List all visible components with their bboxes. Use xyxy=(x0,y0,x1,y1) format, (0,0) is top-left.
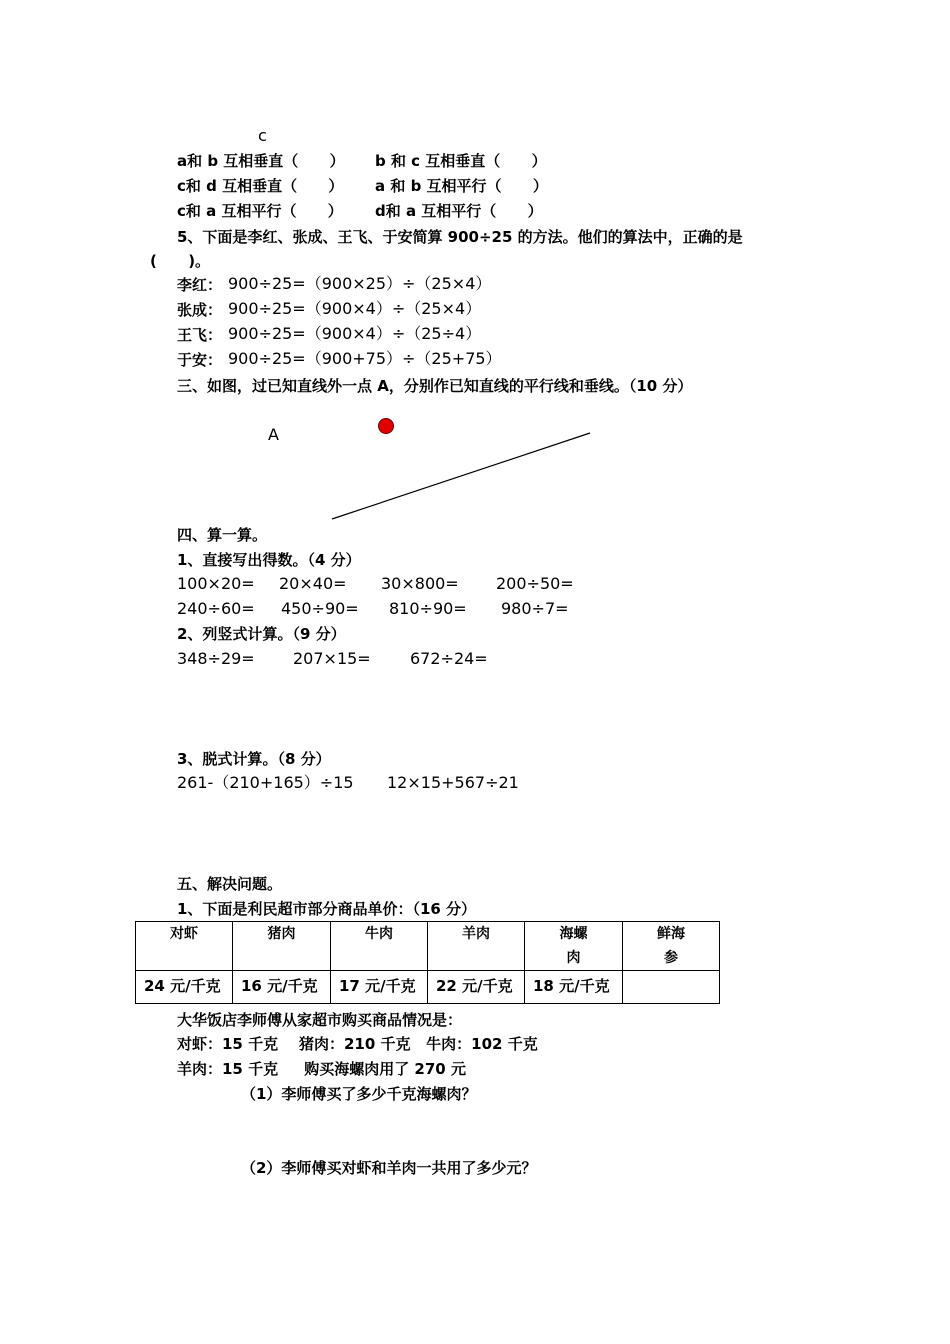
stepwise-calc-item: 12×15+567÷21 xyxy=(387,773,519,792)
table-cell: 17 元/千克 xyxy=(331,971,428,1004)
table-header-cell: 鲜海 参 xyxy=(623,922,720,971)
price-table xyxy=(135,921,720,1004)
table-header-cell: 猪肉 xyxy=(233,922,331,971)
purchase-line: 羊肉：15 千克 购买海螺肉用了 270 元 xyxy=(177,1060,466,1078)
section4-sub1-title: 1、直接写出得数。（4 分） xyxy=(177,551,361,569)
mental-math-item: 30×800= xyxy=(381,574,459,593)
q4-item: d和 a 互相平行（ ） xyxy=(375,202,543,220)
vertical-calc-item: 348÷29= xyxy=(177,649,255,668)
given-line xyxy=(332,433,590,519)
table-header-cell: 牛肉 xyxy=(331,922,428,971)
stepwise-calc-item: 261-（210+165）÷15 xyxy=(177,773,354,792)
q5-method-expr: 900÷25=（900×4）÷（25×4） xyxy=(228,299,482,318)
table-cell: 22 元/千克 xyxy=(428,971,525,1004)
question-2: （2）李师傅买对虾和羊肉一共用了多少元？ xyxy=(241,1159,537,1177)
table-cell: 18 元/千克 xyxy=(525,971,623,1004)
q5-answer-blank: ( )。 xyxy=(150,252,211,270)
q4-item: c和 a 互相平行（ ） xyxy=(177,202,343,220)
mental-math-item: 240÷60= xyxy=(177,599,255,618)
table-header-cell: 对虾 xyxy=(136,922,233,971)
q4-item: a和 b 互相垂直（ ） xyxy=(177,152,345,170)
table-cell: 16 元/千克 xyxy=(233,971,331,1004)
price-table-header-row xyxy=(136,922,720,971)
mental-math-item: 980÷7= xyxy=(501,599,569,618)
mental-math-item: 450÷90= xyxy=(281,599,359,618)
question-1: （1）李师傅买了多少千克海螺肉？ xyxy=(241,1085,477,1103)
purchase-line: 对虾：15 千克 猪肉：210 千克 牛肉：102 千克 xyxy=(177,1035,538,1053)
q5-question: 5、下面是李红、张成、王飞、于安简算 900÷25 的方法。他们的算法中，正确的是 xyxy=(177,228,743,246)
q5-method-name: 王飞： xyxy=(177,326,223,344)
mental-math-item: 810÷90= xyxy=(389,599,467,618)
table-cell: 24 元/千克 xyxy=(136,971,233,1004)
q5-method-name: 于安： xyxy=(177,351,223,369)
section5-sub1-title: 1、下面是利民超市部分商品单价：（16 分） xyxy=(177,900,477,918)
q4-item: c和 d 互相垂直（ ） xyxy=(177,177,344,195)
section4-title: 四、算一算。 xyxy=(177,526,268,544)
q5-method-expr: 900÷25=（900+75）÷（25+75） xyxy=(228,349,502,368)
table-header-cell: 羊肉 xyxy=(428,922,525,971)
mental-math-item: 100×20= xyxy=(177,574,255,593)
point-a-dot xyxy=(379,419,394,434)
section5-title: 五、解决问题。 xyxy=(177,875,283,893)
q5-method-name: 李红： xyxy=(177,276,223,294)
point-a-label: A xyxy=(268,425,279,444)
label-c: c xyxy=(258,126,267,145)
table-header-cell: 海螺 肉 xyxy=(525,922,623,971)
vertical-calc-item: 207×15= xyxy=(293,649,371,668)
section4-sub3-title: 3、脱式计算。（8 分） xyxy=(177,750,331,768)
section4-sub2-title: 2、列竖式计算。（9 分） xyxy=(177,625,346,643)
vertical-calc-item: 672÷24= xyxy=(410,649,488,668)
q5-method-expr: 900÷25=（900×25）÷（25×4） xyxy=(228,274,492,293)
mental-math-item: 200÷50= xyxy=(496,574,574,593)
table-cell xyxy=(623,971,720,1004)
price-table-value-row xyxy=(136,971,720,1004)
purchase-intro: 大华饭店李师傅从家超市购买商品情况是： xyxy=(177,1011,463,1029)
q5-method-expr: 900÷25=（900×4）÷（25÷4） xyxy=(228,324,482,343)
q4-item: a 和 b 互相平行（ ） xyxy=(375,177,548,195)
q4-item: b 和 c 互相垂直（ ） xyxy=(375,152,547,170)
section3-title: 三、如图，过已知直线外一点 A，分别作已知直线的平行线和垂线。（10 分） xyxy=(177,377,693,395)
q5-method-name: 张成： xyxy=(177,301,223,319)
mental-math-item: 20×40= xyxy=(279,574,347,593)
